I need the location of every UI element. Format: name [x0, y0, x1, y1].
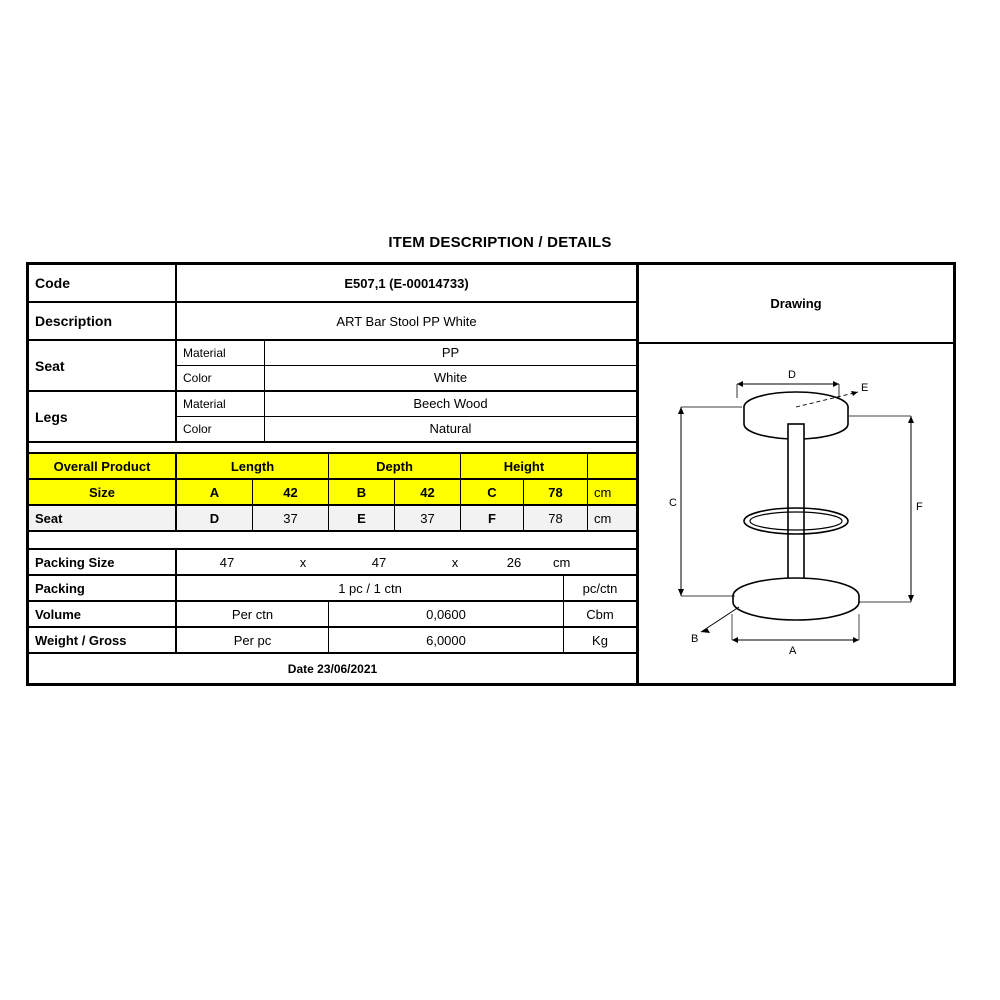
packing-value: 1 pc / 1 ctn: [177, 576, 564, 600]
seat-material-label: Material: [177, 341, 265, 365]
table-row-seat: [29, 341, 636, 392]
overall-depth-value: 42: [395, 480, 461, 504]
overall-height-value: 78: [524, 480, 588, 504]
legs-material-row: [177, 392, 636, 417]
drawing-label-f: F: [916, 501, 923, 513]
packing-size-label: Packing Size: [29, 550, 177, 574]
seat-height-value: 78: [524, 506, 588, 530]
spacer-strip-1: [29, 443, 636, 454]
packing-size-width: 47: [371, 554, 387, 570]
table-row-weight: [29, 628, 636, 654]
volume-unit: Cbm: [586, 606, 614, 622]
packing-size-unit: cm: [553, 554, 571, 570]
legs-color-row: [177, 417, 636, 441]
seat-color-row: [177, 366, 636, 390]
unit-header-blank: [588, 454, 636, 478]
drawing-header: Drawing: [639, 265, 953, 344]
drawing-label-b: B: [691, 633, 699, 645]
seat-material-value: PP: [441, 345, 460, 361]
weight-value: 6,0000: [329, 628, 564, 652]
height-header: Height: [461, 454, 588, 478]
table-row-legs: [29, 392, 636, 443]
spacer-cell-2: [29, 532, 636, 548]
seat-subtable: [177, 341, 636, 390]
drawing-label-e: E: [861, 382, 869, 394]
packing-x-2: x: [451, 554, 459, 570]
seat-depth-value: 37: [395, 506, 461, 530]
seat-height-key: F: [461, 506, 524, 530]
weight-label: Weight / Gross: [29, 628, 177, 652]
seat-dim-label: Seat: [29, 506, 177, 530]
spec-left-column: [29, 265, 639, 683]
drawing-label-d: D: [788, 369, 796, 381]
legs-material-label: Material: [177, 392, 265, 416]
weight-per: Per pc: [177, 628, 329, 652]
overall-size-label: Overall Product: [29, 454, 177, 478]
date-line: Date 23/06/2021: [287, 661, 378, 676]
packing-unit: pc/ctn: [582, 580, 618, 596]
depth-header: Depth: [329, 454, 461, 478]
overall-length-key: A: [177, 480, 253, 504]
legs-color-label: Color: [177, 417, 265, 441]
spacer-cell: [29, 443, 636, 452]
code-label: Code: [29, 265, 177, 301]
overall-unit: cm: [594, 484, 612, 500]
spacer-strip-2: [29, 532, 636, 550]
table-row-date: [29, 654, 636, 683]
seat-material-row: [177, 341, 636, 366]
dimension-header-row: [29, 454, 636, 480]
overall-length-value: 42: [253, 480, 329, 504]
table-row-packing: [29, 576, 636, 602]
seat-color-label: Color: [177, 366, 265, 390]
description-label: Description: [29, 303, 177, 339]
length-header: Length: [177, 454, 329, 478]
dimension-overall-row: [29, 480, 636, 506]
legs-material-value: Beech Wood: [413, 396, 488, 412]
seat-color-value: White: [433, 370, 468, 386]
description-value: ART Bar Stool PP White: [336, 313, 477, 329]
page-title: ITEM DESCRIPTION / DETAILS: [388, 234, 612, 251]
packing-size-length: 47: [219, 554, 235, 570]
table-row-packing-size: [29, 550, 636, 576]
drawing-area: [639, 344, 953, 683]
volume-label: Volume: [29, 602, 177, 626]
table-row-description: [29, 303, 636, 341]
packing-x-1: x: [299, 554, 307, 570]
dimension-seat-row: [29, 506, 636, 532]
volume-value: 0,0600: [329, 602, 564, 626]
drawing-label-a: A: [789, 645, 797, 657]
packing-label: Packing: [29, 576, 177, 600]
seat-unit: cm: [594, 510, 612, 526]
weight-unit: Kg: [592, 632, 608, 648]
overall-height-key: C: [461, 480, 524, 504]
seat-length-key: D: [177, 506, 253, 530]
seat-depth-key: E: [329, 506, 395, 530]
drawing-label-c: C: [669, 497, 677, 509]
seat-label: Seat: [29, 341, 177, 390]
bar-stool-drawing-svg: [639, 344, 953, 680]
legs-subtable: [177, 392, 636, 441]
volume-per: Per ctn: [177, 602, 329, 626]
code-value: E507,1 (E-00014733): [344, 275, 469, 291]
spec-table: [26, 262, 956, 686]
legs-label: Legs: [29, 392, 177, 441]
legs-color-value: Natural: [429, 421, 472, 437]
packing-size-height: 26: [506, 554, 522, 570]
table-row-code: [29, 265, 636, 303]
overall-depth-key: B: [329, 480, 395, 504]
overall-size-label-2: Size: [29, 480, 177, 504]
seat-length-value: 37: [253, 506, 329, 530]
table-row-volume: [29, 602, 636, 628]
spec-right-column: [639, 265, 953, 683]
